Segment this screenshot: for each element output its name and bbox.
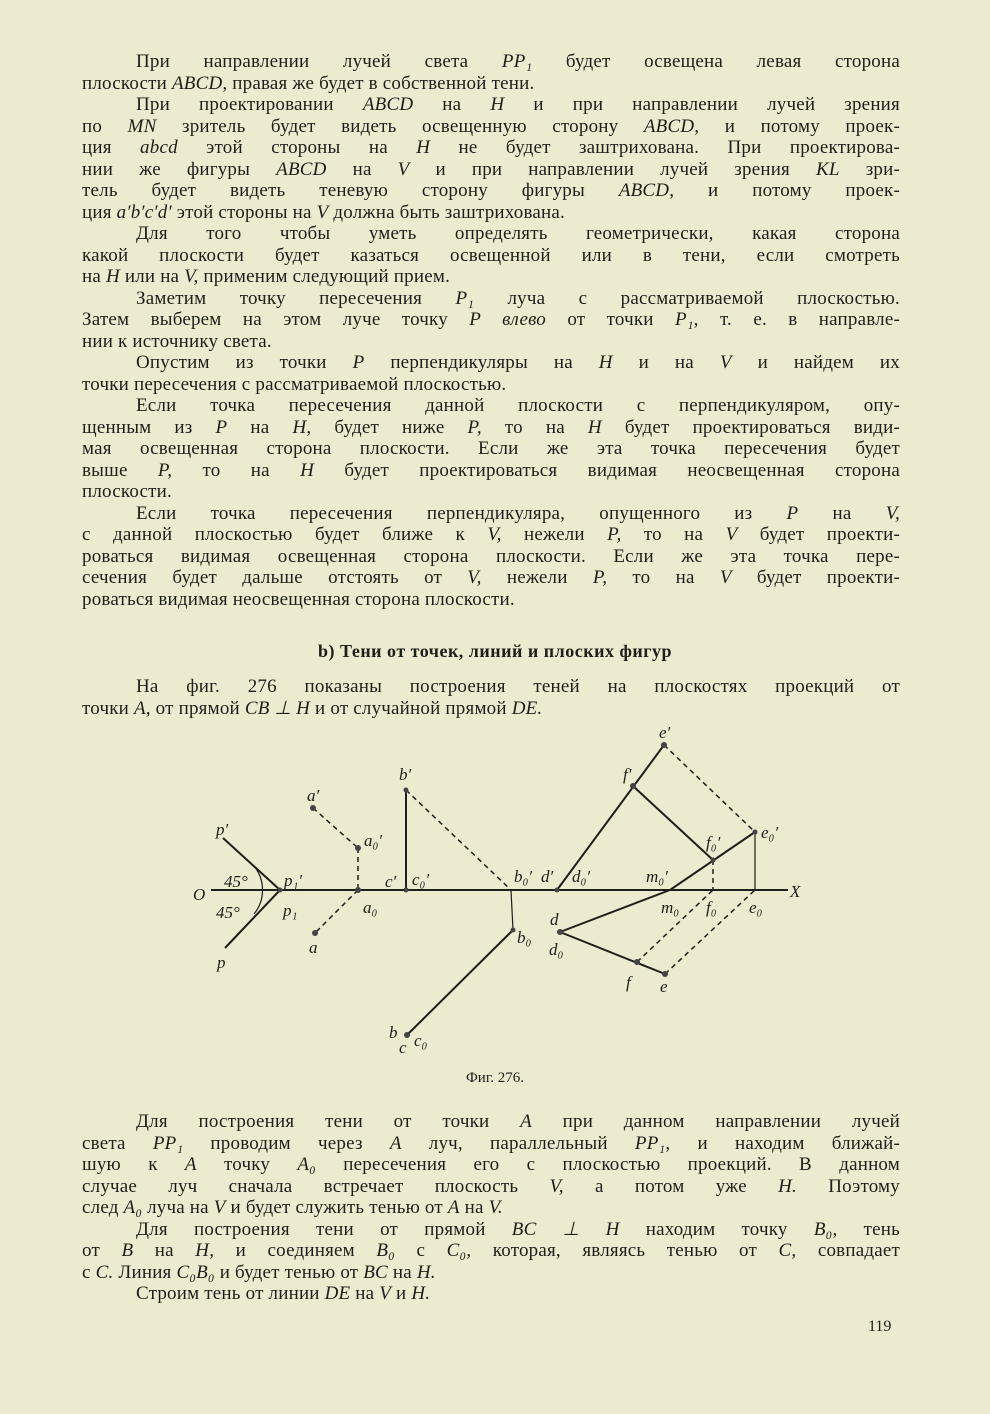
text-line: выше P, то на H будет проектироваться видимая неосвещенная сторона xyxy=(82,459,900,481)
line-d-e xyxy=(560,932,665,974)
label-angle-bottom: 45° xyxy=(216,903,240,922)
label-c0-prime: c₀′ xyxy=(412,870,430,889)
label-d0-prime: d₀′ xyxy=(572,867,591,886)
label-c0: c₀ xyxy=(414,1031,428,1050)
text-line: Для построения тени от точки A при данном направлении лучей xyxy=(136,1111,900,1132)
text-line: с данной плоскостью будет ближе к V, нежели P, то на V будет проекти- xyxy=(82,524,900,545)
ray-f-prime xyxy=(633,786,713,860)
text-line: на H или на V, применим следующий прием. xyxy=(82,266,451,287)
text-line: Опустим из точки P перпендикуляры на H и на V и найдем их xyxy=(136,352,900,373)
text-line: мая освещенная сторона плоскости. Если же эта точка пересечения будет xyxy=(82,438,900,459)
text-line: ция a′b′c′d′ этой стороны на V должна быть заштрихована. xyxy=(82,201,565,223)
label-a0-prime: a₀′ xyxy=(364,831,383,850)
label-d0: d₀ xyxy=(549,940,564,959)
text-line: точки A, от прямой CB ⊥ H и от случайной прямой DE. xyxy=(82,697,543,719)
section-heading: b) Тени от точек, линий и плоских фигур xyxy=(318,641,672,661)
text-line: случае луч сначала встречает плоскость V, а потом уже H. Поэтому xyxy=(82,1175,900,1197)
text-line: При направлении лучей света PP₁ будет освещена левая сторона xyxy=(136,51,900,72)
label-angle-top: 45° xyxy=(224,872,248,891)
label-b-prime: b′ xyxy=(399,765,412,784)
label-f-prime: f′ xyxy=(623,765,632,784)
text-line: Если точка пересечения перпендикуляра, опущенного из P на V, xyxy=(136,502,900,524)
ray-a xyxy=(315,890,358,933)
text-line: Для того чтобы уметь определять геометрически, какая сторона xyxy=(136,223,900,244)
label-b: b xyxy=(389,1023,398,1042)
text-line: сечения будет дальше отстоять от V, нежели P, то на V будет проекти- xyxy=(82,567,900,588)
text-line: по MN зритель будет видеть освещенную сторону ABCD, и потому проек- xyxy=(82,115,900,137)
label-a: a xyxy=(309,938,318,957)
text-line: Строим тень от линии DE на V и H. xyxy=(136,1283,431,1304)
text-line: Для построения тени от прямой BC ⊥ H находим точку B₀, тень xyxy=(136,1218,900,1240)
text-line: ция abcd этой стороны на H не будет заштрихована. При проектирова- xyxy=(82,137,900,158)
label-p: p xyxy=(217,953,226,972)
text-line: роваться видимая неосвещенная сторона плоскости. xyxy=(82,588,515,610)
text-line: нии к источнику света. xyxy=(82,330,272,352)
text-line: света PP₁ проводим через A луч, параллельный PP₁, и находим ближай- xyxy=(82,1132,900,1154)
text-line: с C. Линия C₀B₀ и будет тенью от BC на H. xyxy=(82,1261,436,1283)
text-line: На фиг. 276 показаны построения теней на плоскостях проекций от xyxy=(136,676,900,697)
label-f: f xyxy=(626,973,631,992)
label-d-prime: d′ xyxy=(541,867,554,886)
label-p1-prime: p₁′ xyxy=(284,871,303,890)
label-e: e xyxy=(660,977,668,996)
ray-e-prime xyxy=(664,745,755,832)
page-number: 119 xyxy=(868,1318,892,1335)
figure-caption: Фиг. 276. xyxy=(465,1070,525,1086)
text-line: точки пересечения с рассматриваемой плоскостью. xyxy=(82,373,507,395)
text-line: нии же фигуры ABCD на V и при направлении лучей зрения KL зри- xyxy=(82,158,900,180)
label-b0: b₀ xyxy=(517,928,532,947)
text-line: плоскости ABCD, правая же будет в собственной тени. xyxy=(82,72,535,94)
text-line: Затем выберем на этом луче точку P влево от точки P₁, т. е. в направле- xyxy=(82,309,900,330)
label-x: X xyxy=(790,882,801,901)
label-f0-prime: f₀′ xyxy=(706,833,721,852)
label-c: c xyxy=(399,1038,407,1057)
text-line: тель будет видеть теневую сторону фигуры ABCD, и потому проек- xyxy=(82,180,900,201)
shadow-b0-c0 xyxy=(407,930,513,1035)
text-line: плоскости. xyxy=(82,481,172,502)
label-e0: e₀ xyxy=(749,898,763,917)
text-line: щенным из P на H, будет ниже P, то на H будет проектироваться види- xyxy=(82,416,900,438)
label-m0-prime: m₀′ xyxy=(646,867,668,886)
label-b0-prime: b₀′ xyxy=(514,867,533,886)
label-p-prime: p′ xyxy=(216,820,229,839)
label-d: d xyxy=(550,910,559,929)
label-m0: m₀ xyxy=(661,898,680,917)
label-c-prime: c′ xyxy=(385,872,397,891)
ray-a-prime xyxy=(313,808,358,848)
label-f0: f₀ xyxy=(706,898,717,917)
projector-b0 xyxy=(511,890,513,930)
label-p1: p₁ xyxy=(283,901,298,920)
text-line: При проектировании ABCD на H и при направлении лучей зрения xyxy=(136,94,900,115)
text-line: Заметим точку пересечения P₁ луча с рассматриваемой плоскостью. xyxy=(136,287,900,309)
label-a0: a₀ xyxy=(363,898,378,917)
label-o: O xyxy=(193,885,206,904)
shadow-d-m0 xyxy=(560,890,670,932)
label-e0-prime: e₀′ xyxy=(761,823,779,842)
label-a-prime: a′ xyxy=(307,786,320,805)
text-line: от B на H, и соединяем B₀ с C₀, которая, являясь тенью от C, совпадает xyxy=(82,1240,900,1261)
text-line: след A₀ луча на V и будет служить тенью от A на V. xyxy=(82,1197,503,1218)
label-e-prime: e′ xyxy=(659,723,671,742)
text-line: Если точка пересечения данной плоскости с перпендикуляром, опу- xyxy=(136,395,900,416)
text-line: роваться видимая освещенная сторона плоскости. Если же эта точка пере- xyxy=(82,545,900,567)
text-line: какой плоскости будет казаться освещенной или в тени, если смотреть xyxy=(82,244,900,266)
text-line: шую к A точку A₀ пересечения его с плоскостью проекций. В данном xyxy=(82,1154,900,1175)
